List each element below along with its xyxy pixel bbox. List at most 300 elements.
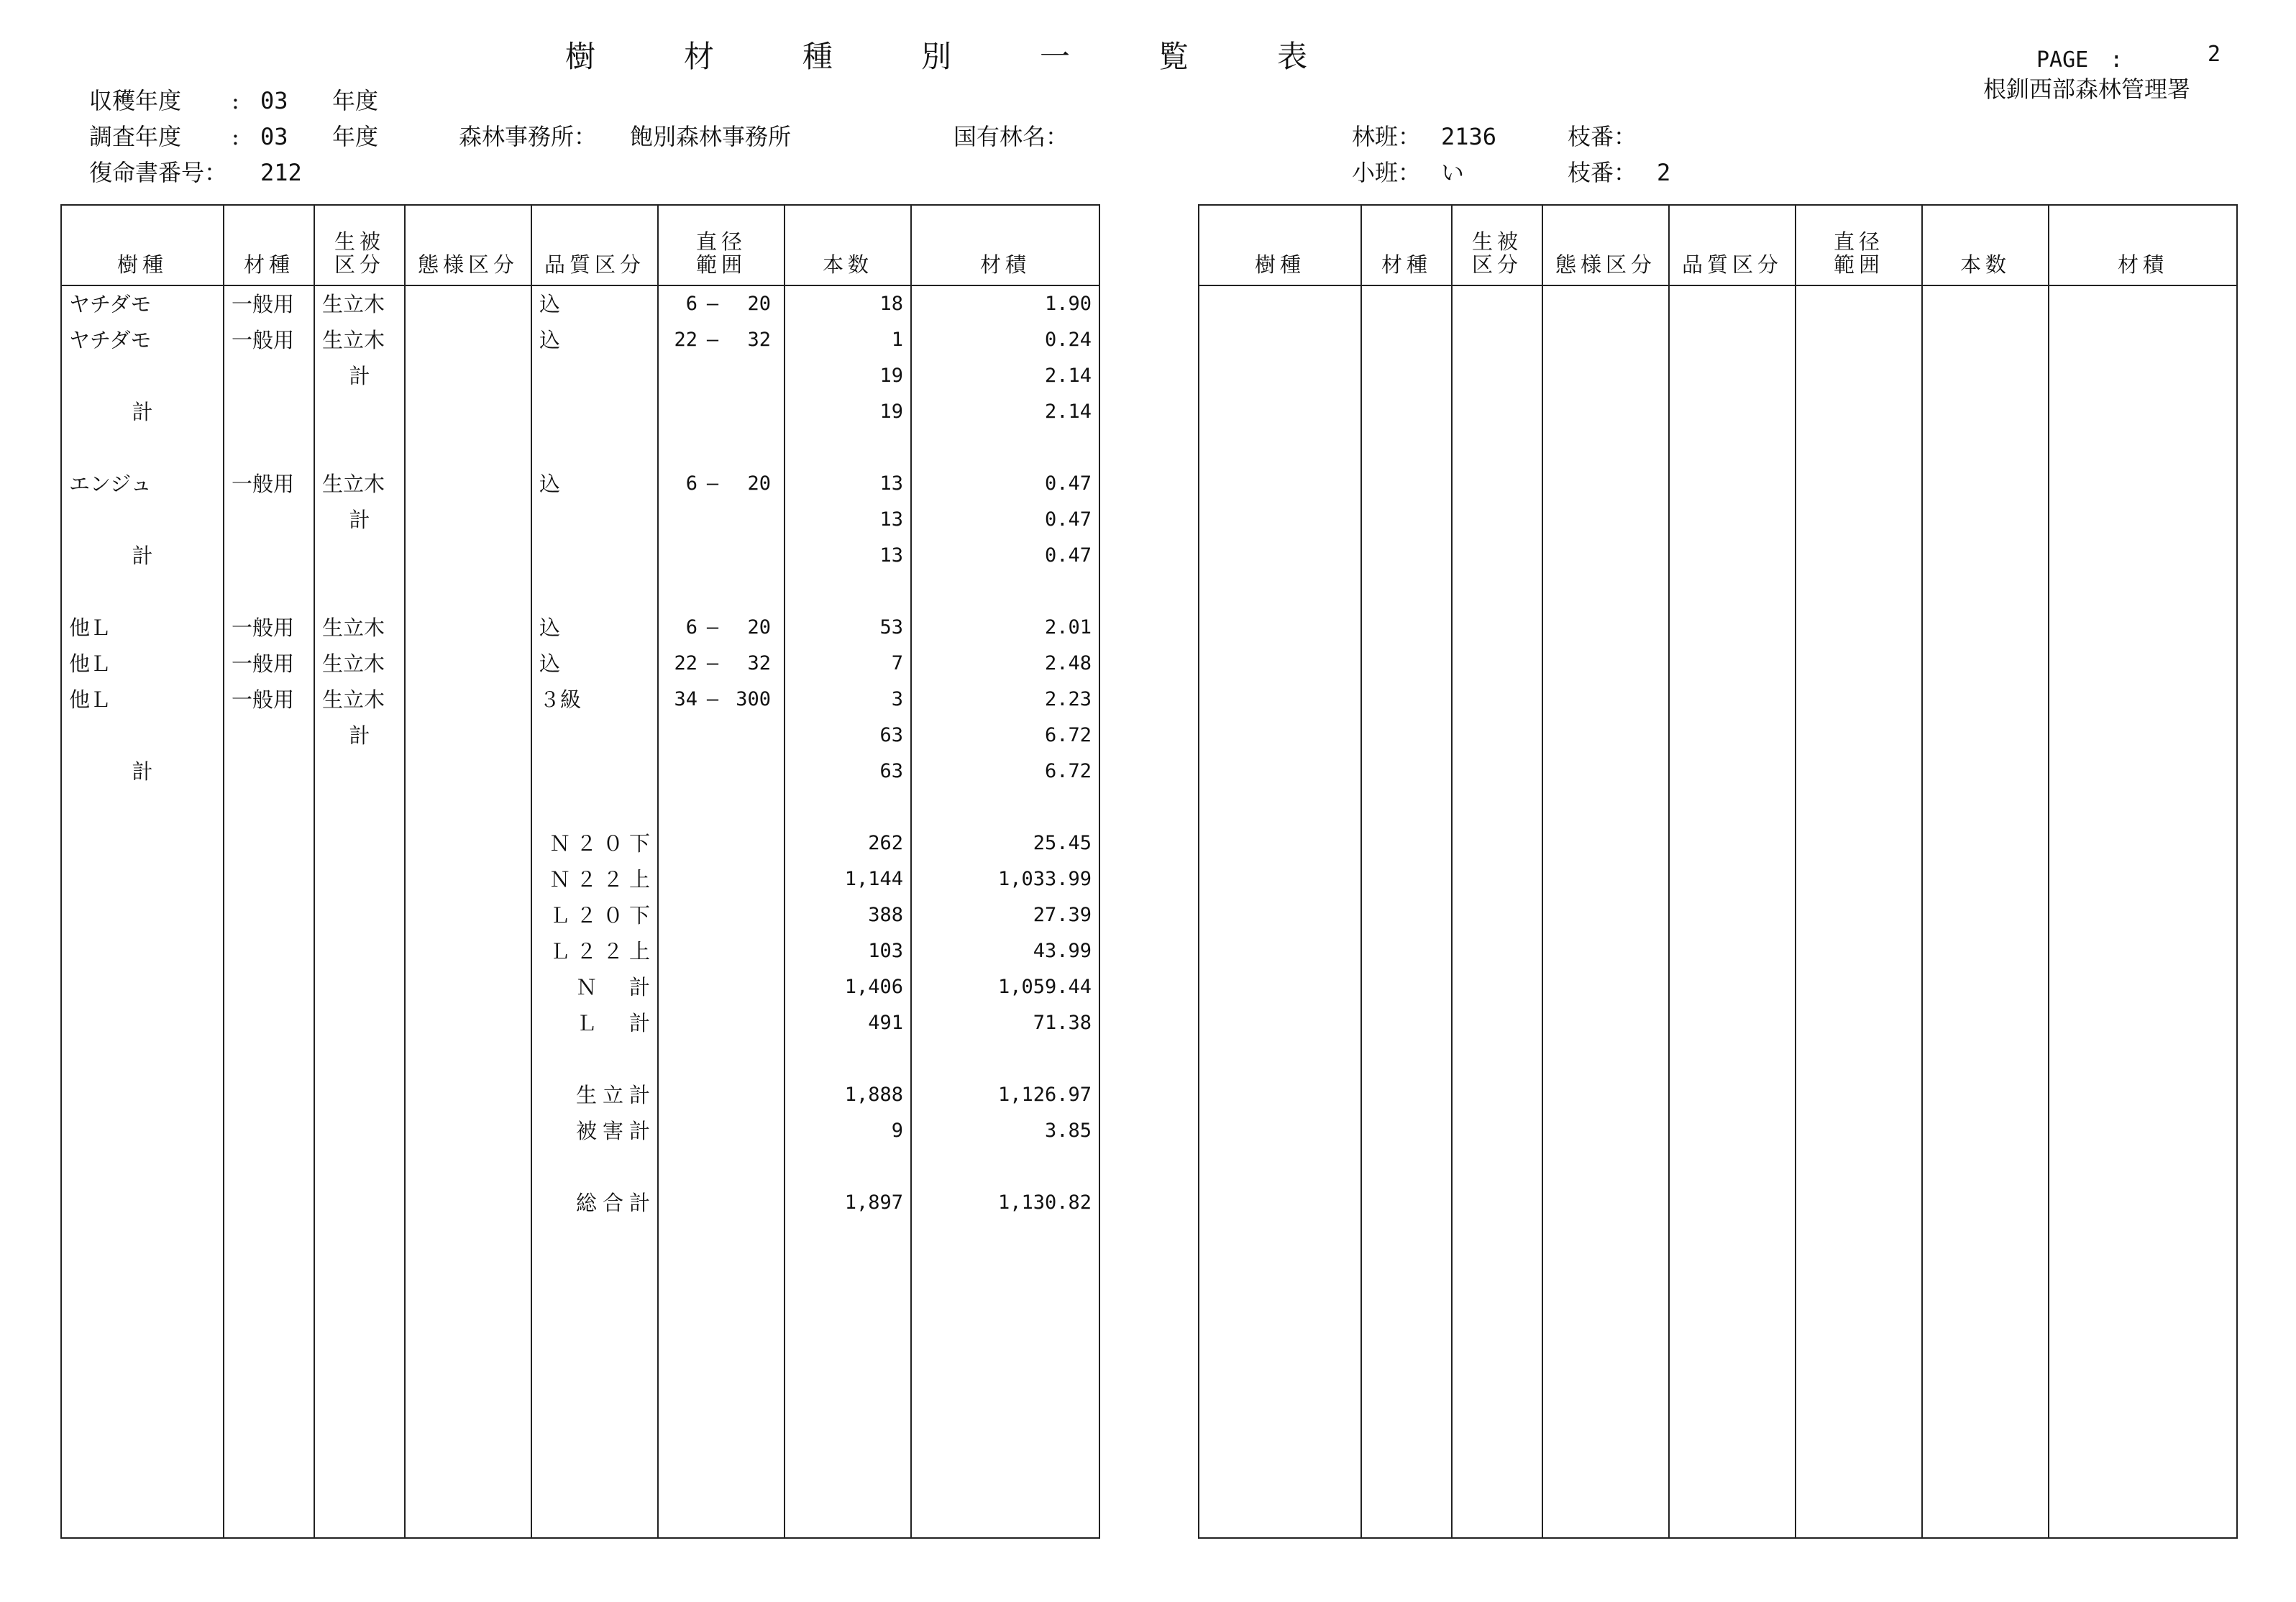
title-char: 覧 [1158,39,1189,74]
table-row [61,394,1099,430]
dia-to: 20 [747,472,771,495]
live-cell: 生立木 [314,466,405,502]
material-cell: 一般用 [224,285,314,322]
volume-cell [911,1041,1099,1077]
species-cell [61,825,224,861]
count-cell: 13 [785,502,911,538]
quality-cell [531,538,658,574]
quality-cell: ３級 [531,682,658,718]
title-char: 種 [802,39,833,74]
species-total-label: 計 [61,754,224,789]
table-row [61,1185,1099,1221]
dia-from: 34 [674,688,698,710]
material-cell [224,825,314,861]
species-cell [61,1077,224,1113]
count-cell: 1,897 [785,1185,911,1221]
diameter-cell [658,322,785,358]
volume-cell: 2.48 [911,646,1099,682]
col-species: 樹種 [61,205,224,285]
volume-cell: 6.72 [911,718,1099,754]
quality-cell [531,754,658,789]
species-cell [61,933,224,969]
volume-cell [911,430,1099,466]
forest-office-label: 森林事務所： [459,123,598,150]
material-cell [224,1005,314,1041]
national-forest-label: 国有林名： [953,123,1069,150]
col-live-bottom: 区分 [1471,252,1522,277]
col-count: 本数 [1922,205,2049,285]
live-cell [314,897,405,933]
count-cell: 1,144 [785,861,911,897]
species-volume-table-right [1198,204,2238,1539]
diameter-cell [658,358,785,394]
form-cell [405,1077,531,1113]
col-volume: 材積 [2049,205,2237,285]
live-cell [314,574,405,610]
dia-dash: — [706,616,719,638]
species-cell [61,1149,224,1185]
material-cell [224,358,314,394]
volume-cell [911,789,1099,825]
page-number: 2 [2208,42,2221,67]
volume-cell: 25.45 [911,825,1099,861]
volume-cell: 3.85 [911,1113,1099,1149]
diameter-cell [658,646,785,682]
form-cell [405,574,531,610]
form-cell [405,1113,531,1149]
col-diameter [658,205,785,285]
form-cell [405,502,531,538]
diameter-cell [658,1149,785,1185]
form-cell [405,285,531,322]
live-cell: 生立木 [314,682,405,718]
count-cell: 3 [785,682,911,718]
live-total-label: 計 [314,358,405,394]
material-cell [224,754,314,789]
species-cell: ヤチダモ [61,285,224,322]
dia-dash: — [706,652,719,674]
title-char: 一 [1040,39,1071,74]
table-row [61,574,1099,610]
material-cell: 一般用 [224,610,314,646]
form-cell [405,1005,531,1041]
table-row [61,897,1099,933]
count-cell: 19 [785,394,911,430]
material-cell [224,1113,314,1149]
col-live-damaged [314,205,405,285]
live-cell [314,394,405,430]
form-cell [405,430,531,466]
dia-dash: — [706,688,719,710]
table-row [61,502,1099,538]
species-total-label: 計 [61,538,224,574]
form-cell [405,897,531,933]
material-cell [224,969,314,1005]
volume-cell: 1,130.82 [911,1185,1099,1221]
quality-cell [531,718,658,754]
quality-cell: 込 [531,466,658,502]
volume-cell: 1,126.97 [911,1077,1099,1113]
table-row [1199,285,2237,1538]
col-count: 本数 [785,205,911,285]
volume-cell [911,574,1099,610]
summary-label: Ｎ２２上 [531,861,658,897]
live-cell [314,969,405,1005]
col-material: 材種 [224,205,314,285]
form-cell [405,969,531,1005]
summary-label: Ｌ２２上 [531,933,658,969]
diameter-cell [658,682,785,718]
live-cell [314,1185,405,1221]
harvest-year-value: 03 [260,87,288,114]
quality-cell [531,1041,658,1077]
survey-year-suffix: 年度 [332,123,379,150]
table-row [61,430,1099,466]
material-cell [224,430,314,466]
quality-cell [531,574,658,610]
count-cell: 13 [785,538,911,574]
count-cell: 9 [785,1113,911,1149]
count-cell [785,1149,911,1185]
table-header [1199,205,2237,285]
col-form: 態様区分 [405,205,531,285]
diameter-cell [658,861,785,897]
volume-cell: 2.01 [911,610,1099,646]
species-cell [61,1005,224,1041]
species-volume-table [60,204,1100,1539]
material-cell [224,538,314,574]
table-row [61,1077,1099,1113]
volume-cell: 6.72 [911,754,1099,789]
summary-label: Ｎ２０下 [531,825,658,861]
management-office: 根釧西部森林管理署 [1983,75,2191,103]
volume-cell: 1,033.99 [911,861,1099,897]
summary-label: Ｌ 計 [531,1005,658,1041]
material-cell [224,502,314,538]
col-live-bottom: 区分 [334,252,385,277]
table-row [61,933,1099,969]
species-cell: 他Ｌ [61,610,224,646]
count-cell: 19 [785,358,911,394]
diameter-cell [658,933,785,969]
form-cell [405,861,531,897]
table-row [61,646,1099,682]
quality-cell [531,358,658,394]
live-cell [314,1005,405,1041]
material-cell [224,1041,314,1077]
edaban-value-2: 2 [1657,159,1671,186]
col-live-top: 生被 [334,229,385,254]
diameter-cell [658,285,785,322]
dia-to: 32 [747,329,771,351]
col-dia-bottom: 範囲 [695,252,746,277]
live-total-label: 計 [314,502,405,538]
count-cell [785,430,911,466]
live-cell [314,538,405,574]
form-cell [405,754,531,789]
live-cell [314,1077,405,1113]
volume-cell: 0.47 [911,502,1099,538]
diameter-cell [658,789,785,825]
form-cell [405,610,531,646]
dia-dash: — [706,472,719,495]
col-dia-bottom: 範囲 [1833,252,1884,277]
quality-cell [531,430,658,466]
survey-year-label: 調査年度 [89,123,182,150]
species-cell [61,358,224,394]
dia-from: 6 [685,293,698,315]
harvest-year-suffix: 年度 [332,87,379,114]
material-cell: 一般用 [224,466,314,502]
diameter-cell [658,430,785,466]
material-cell [224,718,314,754]
diameter-cell [658,1113,785,1149]
col-material: 材種 [1361,205,1452,285]
table-row [61,1041,1099,1077]
summary-label: Ｎ 計 [531,969,658,1005]
diameter-cell [658,466,785,502]
volume-cell: 1.90 [911,285,1099,322]
count-cell: 18 [785,285,911,322]
table-row [61,358,1099,394]
table-row [61,1221,1099,1538]
count-cell: 1 [785,322,911,358]
volume-cell: 2.14 [911,394,1099,430]
live-cell: 生立木 [314,322,405,358]
species-cell [61,897,224,933]
quality-cell: 込 [531,646,658,682]
material-cell: 一般用 [224,682,314,718]
diameter-cell [658,1185,785,1221]
species-cell [61,1185,224,1221]
volume-cell: 0.47 [911,466,1099,502]
rinpan-label: 林班： [1352,123,1422,150]
title-char: 表 [1277,39,1308,74]
title-char: 別 [921,39,952,74]
count-cell: 1,888 [785,1077,911,1113]
species-cell: 他Ｌ [61,646,224,682]
volume-cell: 2.23 [911,682,1099,718]
harvest-year-label: 収穫年度 [89,87,182,114]
diameter-cell [658,1077,785,1113]
forest-office-value: 飽別森林事務所 [630,123,792,150]
material-cell [224,394,314,430]
col-species: 樹種 [1199,205,1361,285]
form-cell [405,1149,531,1185]
col-quality: 品質区分 [531,205,658,285]
live-cell [314,1149,405,1185]
material-cell [224,1185,314,1221]
dia-to: 20 [747,293,771,315]
quality-cell: 込 [531,322,658,358]
live-cell [314,754,405,789]
dia-dash: — [706,293,719,315]
form-cell [405,789,531,825]
shohan-label: 小班： [1352,159,1422,186]
count-cell [785,574,911,610]
table-row [61,466,1099,502]
volume-cell: 1,059.44 [911,969,1099,1005]
quality-cell: 込 [531,285,658,322]
count-cell: 262 [785,825,911,861]
count-cell [785,789,911,825]
summary-label: 総合計 [531,1185,658,1221]
live-cell [314,1041,405,1077]
count-cell: 1,406 [785,969,911,1005]
live-cell [314,861,405,897]
dia-to: 32 [747,652,771,674]
col-volume: 材積 [911,205,1099,285]
material-cell [224,897,314,933]
table-row [61,285,1099,322]
count-cell: 7 [785,646,911,682]
count-cell: 13 [785,466,911,502]
live-cell: 生立木 [314,646,405,682]
dia-from: 22 [674,329,698,351]
table-row [61,789,1099,825]
live-cell [314,825,405,861]
quality-cell [531,394,658,430]
title-char: 材 [684,39,715,74]
material-cell [224,861,314,897]
quality-cell [531,502,658,538]
diameter-cell [658,394,785,430]
live-cell [314,430,405,466]
summary-label: 生立計 [531,1077,658,1113]
species-cell [61,789,224,825]
form-cell [405,682,531,718]
form-cell [405,646,531,682]
table-row [61,538,1099,574]
quality-cell [531,1149,658,1185]
species-cell: エンジュ [61,466,224,502]
diameter-cell [658,1005,785,1041]
live-cell [314,933,405,969]
col-diameter [1796,205,1922,285]
shohan-value: い [1441,159,1465,186]
diameter-cell [658,718,785,754]
form-cell [405,1185,531,1221]
species-cell [61,861,224,897]
diameter-cell [658,610,785,646]
summary-label: Ｌ２０下 [531,897,658,933]
col-live-top: 生被 [1471,229,1522,254]
species-cell [61,969,224,1005]
count-cell: 388 [785,897,911,933]
volume-cell: 71.38 [911,1005,1099,1041]
table-row [61,861,1099,897]
volume-cell: 27.39 [911,897,1099,933]
summary-label: 被害計 [531,1113,658,1149]
dia-from: 22 [674,652,698,674]
col-dia-top: 直径 [1833,229,1884,254]
form-cell [405,322,531,358]
species-cell [61,1113,224,1149]
survey-year-sep: : [232,123,239,150]
table-row [61,610,1099,646]
dia-from: 6 [685,616,698,638]
material-cell [224,789,314,825]
diameter-cell [658,1041,785,1077]
volume-cell: 43.99 [911,933,1099,969]
col-live-damaged [1452,205,1542,285]
count-cell: 63 [785,718,911,754]
table-row [61,322,1099,358]
diameter-cell [658,538,785,574]
material-cell [224,574,314,610]
diameter-cell [658,825,785,861]
count-cell: 63 [785,754,911,789]
col-quality: 品質区分 [1669,205,1796,285]
species-cell [61,430,224,466]
rinpan-value: 2136 [1441,123,1497,150]
live-total-label: 計 [314,718,405,754]
live-cell: 生立木 [314,285,405,322]
diameter-cell [658,969,785,1005]
form-cell [405,394,531,430]
count-cell: 53 [785,610,911,646]
table-row [61,754,1099,789]
diameter-cell [658,502,785,538]
material-cell [224,1149,314,1185]
table-header [61,205,1099,285]
col-form: 態様区分 [1542,205,1669,285]
live-cell [314,789,405,825]
table-row [61,718,1099,754]
volume-cell: 0.47 [911,538,1099,574]
live-cell: 生立木 [314,610,405,646]
count-cell [785,1041,911,1077]
dia-to: 300 [736,688,771,710]
table-row [61,1149,1099,1185]
diameter-cell [658,574,785,610]
survey-year-value: 03 [260,123,288,150]
quality-cell [531,789,658,825]
material-cell [224,933,314,969]
species-cell: ヤチダモ [61,322,224,358]
count-cell: 103 [785,933,911,969]
dia-dash: — [706,329,719,351]
edaban-label-1: 枝番： [1568,123,1637,150]
material-cell: 一般用 [224,646,314,682]
form-cell [405,933,531,969]
edaban-label-2: 枝番： [1568,159,1637,186]
material-cell: 一般用 [224,322,314,358]
col-dia-top: 直径 [695,229,746,254]
diameter-cell [658,754,785,789]
page-label: PAGE : [2036,47,2123,73]
title-char: 樹 [565,39,596,74]
species-cell [61,502,224,538]
dia-from: 6 [685,472,698,495]
harvest-year-sep: : [232,87,239,114]
form-cell [405,718,531,754]
form-cell [405,825,531,861]
species-cell [61,718,224,754]
form-cell [405,538,531,574]
table-row [61,969,1099,1005]
form-cell [405,1041,531,1077]
volume-cell: 2.14 [911,358,1099,394]
table-row [61,825,1099,861]
species-total-label: 計 [61,394,224,430]
table-row [61,1113,1099,1149]
species-cell [61,1041,224,1077]
species-cell: 他Ｌ [61,682,224,718]
table-row [61,1005,1099,1041]
volume-cell [911,1149,1099,1185]
diameter-cell [658,897,785,933]
